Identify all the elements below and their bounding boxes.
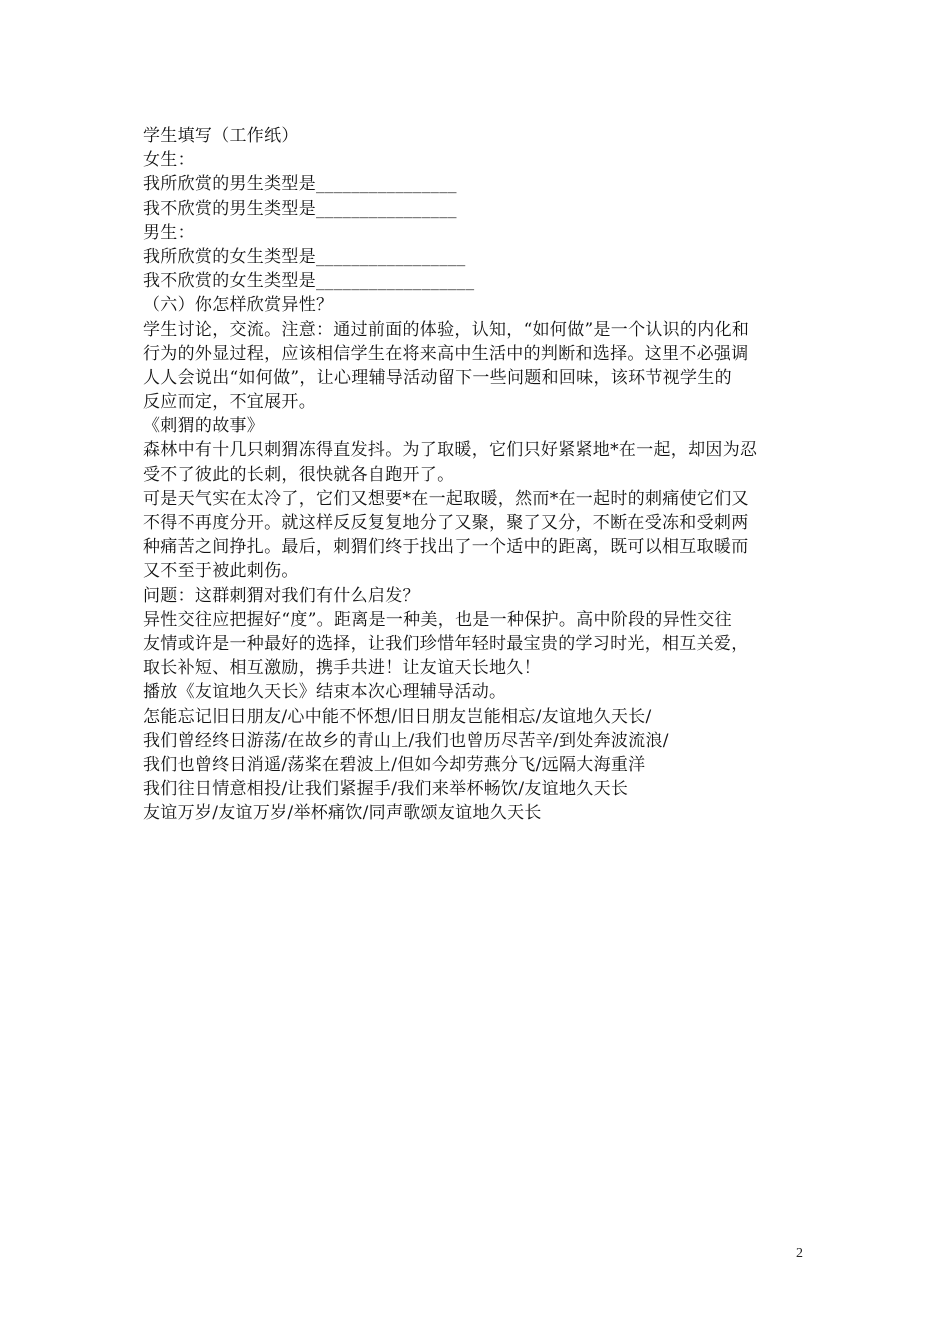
worksheet-heading: 学生填写（工作纸）	[143, 126, 299, 146]
closing-activity-line: 播放《友谊地久天长》结束本次心理辅导活动。	[143, 682, 507, 703]
section-six-heading: （六）你怎样欣赏异性？	[143, 295, 334, 316]
answer-line-2: 友情或许是一种最好的选择，让我们珍惜年轻时最宝贵的学习时光，相互关爱，	[143, 633, 749, 654]
boys-label: 男生：	[143, 222, 195, 243]
story-para1-line-2: 受不了彼此的长刺，很快就各自跑开了。	[143, 464, 455, 485]
answer-line-1: 异性交往应把握好“度”。距离是一种美，也是一种保护。高中阶段的异性交往	[143, 609, 732, 630]
song-lyric-line-3: 我们也曾终日消遥/荡桨在碧波上/但如今却劳燕分飞/远隔大海重洋	[143, 754, 646, 775]
girls-dislike-line: 我不欣赏的男生类型是________________	[143, 198, 457, 219]
song-lyric-line-4: 我们往日情意相投/让我们紧握手/我们来举杯畅饮/友谊地久天长	[143, 779, 629, 800]
boys-appreciate-line: 我所欣赏的女生类型是_________________	[143, 246, 466, 267]
document-body	[143, 124, 813, 825]
story-para2-line-4: 又不至于被此刺伤。	[143, 561, 299, 582]
story-para2-line-3: 种痛苦之间挣扎。最后，刺猬们终于找出了一个适中的距离，既可以相互取暖而	[143, 537, 749, 558]
girls-appreciate-line: 我所欣赏的男生类型是________________	[143, 174, 457, 195]
discussion-line-1: 学生讨论，交流。注意：通过前面的体验，认知，“如何做”是一个认识的内化和	[143, 319, 750, 340]
song-lyric-line-2: 我们曾经终日游荡/在故乡的青山上/我们也曾历尽苦辛/到处奔波流浪/	[143, 730, 669, 751]
story-para2-line-2: 不得不再度分开。就这样反反复复地分了又聚，聚了又分，不断在受冻和受刺两	[143, 513, 749, 533]
story-para2-line-1: 可是天气实在太冷了，它们又想要*在一起取暖，然而*在一起时的刺痛使它们又	[143, 488, 749, 509]
discussion-line-2: 行为的外显过程，应该相信学生在将来高中生活中的判断和选择。这里不必强调	[143, 343, 749, 364]
discussion-line-3: 人人会说出“如何做”，让心理辅导活动留下一些问题和回味，该环节视学生的	[143, 367, 732, 388]
answer-line-3: 取长补短、相互激励，携手共进！让友谊天长地久！	[143, 658, 541, 679]
song-lyric-line-5: 友谊万岁/友谊万岁/举杯痛饮/同声歌颂友谊地久天长	[143, 803, 542, 824]
discussion-line-4: 反应而定，不宜展开。	[143, 392, 316, 413]
girls-label: 女生：	[143, 150, 195, 171]
question-line: 问题：这群刺猬对我们有什么启发？	[143, 585, 420, 606]
song-lyric-line-1: 怎能忘记旧日朋友/心中能不怀想/旧日朋友岂能相忘/友谊地久天长/	[143, 706, 652, 727]
story-para1-line-1: 森林中有十几只刺猬冻得直发抖。为了取暖，它们只好紧紧地*在一起，却因为忍	[143, 440, 758, 461]
story-title: 《刺猬的故事》	[143, 416, 265, 437]
page-number: 2	[796, 1246, 803, 1261]
boys-dislike-line: 我不欣赏的女生类型是__________________	[143, 271, 475, 292]
